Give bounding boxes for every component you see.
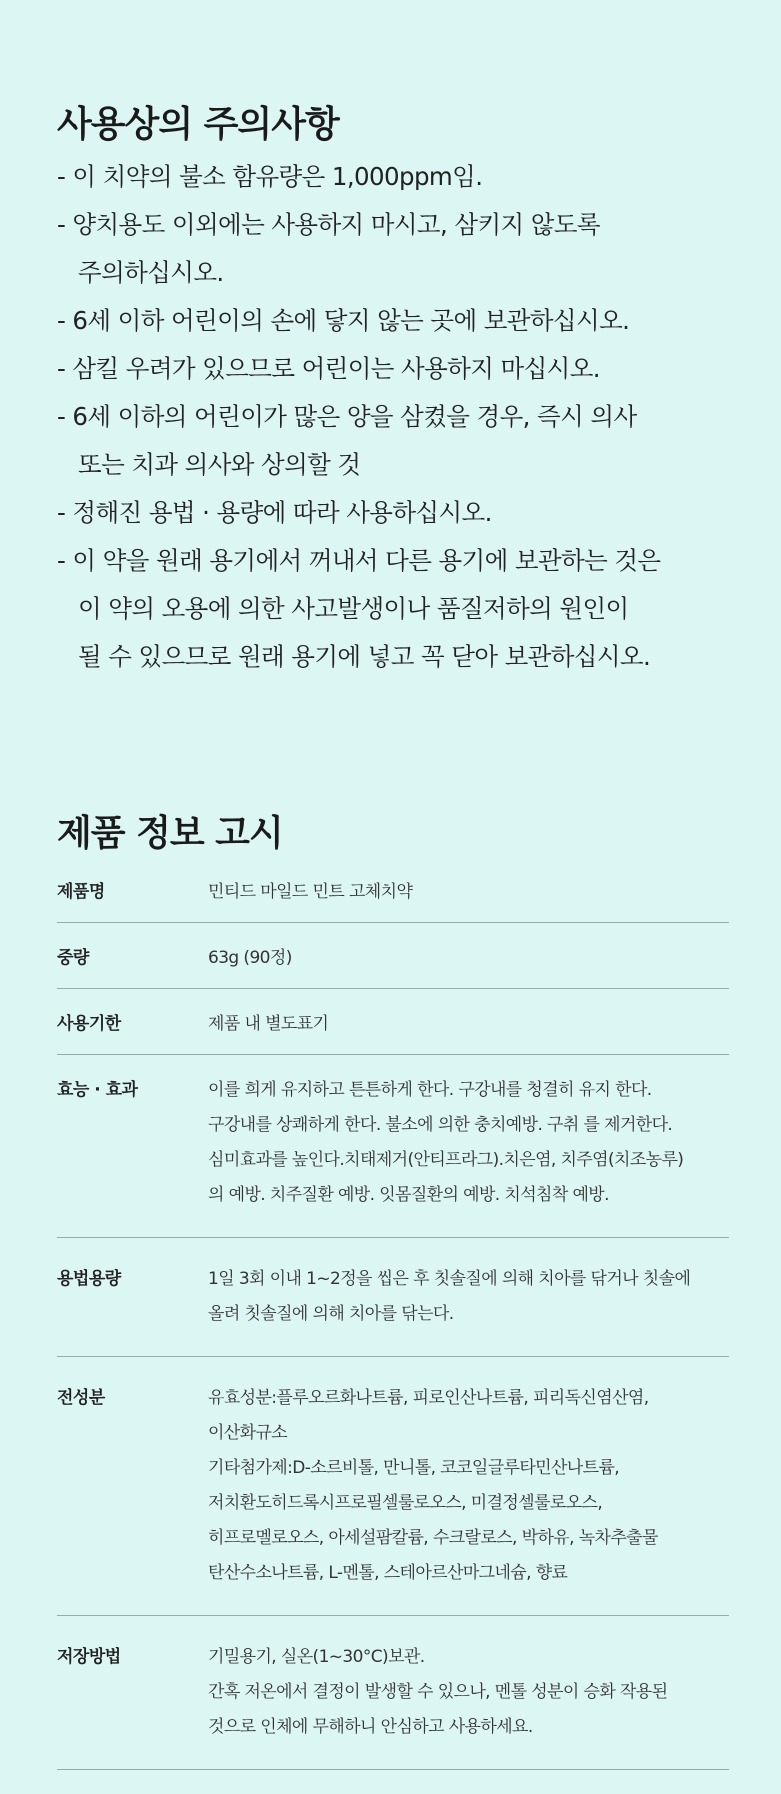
caution-item [57,153,757,201]
info-line: 구강내를 상쾌하게 한다. 불소에 의한 충치예방. 구취 를 제거한다. [208,1115,673,1135]
info-row-expiry [57,1007,729,1055]
info-value [208,875,729,910]
caution-line: - 삼킬 우려가 있으므로 어린이는 사용하지 마십시오. [57,354,600,383]
product-info-table [57,875,729,1794]
caution-item [57,537,757,681]
info-value [208,1007,729,1042]
info-line: 심미효과를 높인다.치태제거(안티프라그).치은염, 치주염(치조농루) [208,1150,684,1170]
info-value [208,1073,729,1213]
info-line: 탄산수소나트륨, L-멘톨, 스테아르산마그네슘, 향료 [208,1563,568,1583]
caution-item [57,345,757,393]
info-row-ingredients [57,1381,729,1616]
caution-line: - 6세 이하의 어린이가 많은 양을 삼켰을 경우, 즉시 의사 [57,402,637,431]
info-line: 1일 3회 이내 1~2정을 씹은 후 칫솔질에 의해 치아를 닦거나 칫솔에 [208,1269,691,1289]
info-line: 의 예방. 치주질환 예방. 잇몸질환의 예방. 치석침착 예방. [208,1185,609,1205]
info-label: 중량 [57,948,89,968]
product-info-title: 제품 정보 고시 [57,812,283,854]
info-row-dosage [57,1262,729,1357]
info-label: 사용기한 [57,1014,121,1034]
caution-line: 또는 치과 의사와 상의할 것 [78,450,361,479]
info-value [208,1640,729,1745]
info-line: 저치환도히드록시프로필셀룰로오스, 미결정셀룰로오스, [208,1493,603,1513]
caution-item [57,489,757,537]
info-line: 간혹 저온에서 결정이 발생할 수 있으나, 멘톨 성분이 승화 작용된 [208,1682,668,1702]
info-label: 용법용량 [57,1269,121,1289]
caution-line: - 양치용도 이외에는 사용하지 마시고, 삼키지 않도록 [57,210,600,239]
info-label: 제품명 [57,882,105,902]
info-line: 히프로멜로오스, 아세설팜칼륨, 수크랄로스, 박하유, 녹차추출물 [208,1528,658,1548]
caution-item [57,393,757,489]
info-line: 것으로 인체에 무해하니 안심하고 사용하세요. [208,1717,533,1737]
info-line: 민티드 마일드 민트 고체치약 [208,882,413,902]
info-line: 기타첨가제:D-소르비톨, 만니톨, 코코일글루타민산나트륨, [208,1458,620,1478]
info-value [208,1262,729,1332]
caution-list [57,153,757,681]
caution-line: 될 수 있으므로 원래 용기에 넣고 꼭 닫아 보관하십시오. [78,642,651,671]
caution-item [57,297,757,345]
info-label: 저장방법 [57,1647,121,1667]
info-line: 이산화규소 [208,1423,288,1443]
caution-item [57,201,757,297]
info-row-product-name [57,875,729,923]
caution-line: - 정해진 용법 · 용량에 따라 사용하십시오. [57,498,492,527]
caution-title: 사용상의 주의사항 [57,104,339,146]
info-line: 유효성분:플루오르화나트륨, 피로인산나트륨, 피리독신염산염, [208,1388,649,1408]
info-value [208,941,729,976]
info-label: 전성분 [57,1388,105,1408]
caution-line: - 이 약을 원래 용기에서 꺼내서 다른 용기에 보관하는 것은 [57,546,661,575]
info-row-efficacy [57,1073,729,1238]
info-row-storage [57,1640,729,1770]
info-line: 제품 내 별도표기 [208,1014,329,1034]
caution-line: 이 약의 오용에 의한 사고발생이나 품질저하의 원인이 [78,594,629,623]
caution-line: - 6세 이하 어린이의 손에 닿지 않는 곳에 보관하십시오. [57,306,630,335]
caution-line: 주의하십시오. [78,258,224,287]
info-row-weight [57,941,729,989]
info-label: 효능 · 효과 [57,1080,138,1100]
caution-line: - 이 치약의 불소 함유량은 1,000ppm임. [57,162,483,191]
info-line: 이를 희게 유지하고 튼튼하게 한다. 구강내를 청결히 유지 한다. [208,1080,652,1100]
info-line: 63g (90정) [208,948,292,968]
info-value [208,1381,729,1591]
info-line: 올려 칫솔질에 의해 치아를 닦는다. [208,1304,454,1324]
info-line: 기밀용기, 실온(1~30°C)보관. [208,1647,425,1667]
